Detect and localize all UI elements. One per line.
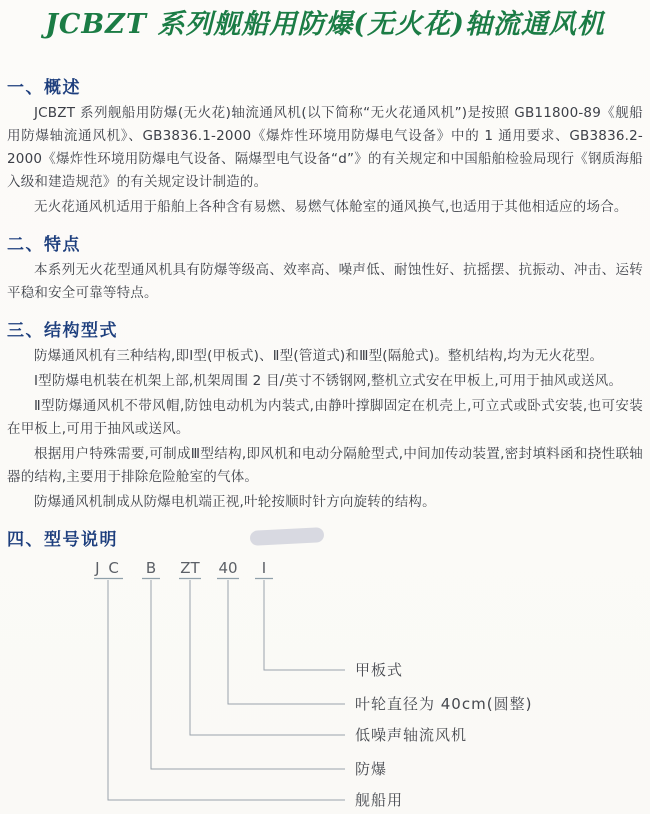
features-paragraph-1: 本系列无火花型通风机具有防爆等级高、效率高、噪声低、耐蚀性好、抗摇摆、抗振动、冲击、运转平稳和安全可靠等特点。 [7,262,643,301]
model-code-row [94,559,266,577]
code-jc: J C [95,559,121,577]
scan-smudge [250,527,325,546]
connector-line-zt [190,580,345,735]
connector-line-roman-one [264,580,345,670]
page-title: JCBZT 系列舰船用防爆(无火花)轴流通风机 [45,9,605,40]
structure-paragraph-4: 根据用户特殊需要,可制成Ⅲ型结构,即风机和电动分隔舱型式,中间加传动装置,密封填料函和挠性联轴器的结构,主要用于排除危险舱室的气体。 [7,446,643,485]
section-heading-model-designation-label: 四、型号说明 [7,530,118,550]
label-low-noise-axial-fan: 低噪声轴流风机 [355,726,468,744]
section-heading-structure: 三、结构型式 [7,321,118,341]
document-body [7,76,643,552]
label-explosion-proof: 防爆 [355,760,388,778]
code-roman-one: Ⅰ [261,559,267,577]
section-heading-model-designation [7,528,643,552]
connector-line-jc [108,580,345,800]
connector-line-b [151,580,345,769]
section-heading-features: 二、特点 [7,235,81,255]
code-zt: ZT [180,559,200,577]
code-40: 40 [218,559,238,577]
structure-paragraph-5: 防爆通风机制成从防爆电机端正视,叶轮按顺时针方向旋转的结构。 [34,494,436,510]
code-labels [355,661,532,809]
connector-line-40 [228,580,345,704]
label-for-naval-ships: 舰船用 [355,791,404,809]
label-impeller-diameter: 叶轮直径为 40cm(圆整) [355,695,533,713]
structure-paragraph-3: Ⅱ型防爆通风机不带风帽,防蚀电动机为内装式,由静叶撑脚固定在机壳上,可立式或卧式安装,也可安装在甲板上,可用于抽风或送风。 [7,398,643,437]
section-heading-overview: 一、概述 [7,78,81,98]
model-code-diagram [0,557,650,814]
label-deck-type: 甲板式 [355,661,404,679]
overview-paragraph-2: 无火花通风机适用于船舶上各种含有易燃、易燃气体舱室的通风换气,也适用于其他相适应的场合。 [34,199,628,215]
connector-lines [108,580,345,800]
code-b: B [145,559,157,577]
structure-paragraph-2: Ⅰ型防爆电机装在机架上部,机架周围 2 目/英寸不锈钢网,整机立式安在甲板上,可用于抽风或送风。 [34,373,623,389]
overview-paragraph-1: JCBZT 系列舰船用防爆(无火花)轴流通风机(以下简称“无火花通风机”)是按照 GB11800-89《舰船用防爆轴流通风机》、GB3836.1-2000《爆炸性环境用防爆电气设备》中的 1 通用要求、GB3836.2-2000《爆炸性环境用防爆电气设备、隔爆型电气设备“d”》的有关规定和中国船舶检验局现行《钢质海船入级和建造规范》的有关规定设计制造的。 [7,105,643,190]
structure-paragraph-1: 防爆通风机有三种结构,即Ⅰ型(甲板式)、Ⅱ型(管道式)和Ⅲ型(隔舱式)。整机结构,均为无火花型。 [34,348,604,364]
